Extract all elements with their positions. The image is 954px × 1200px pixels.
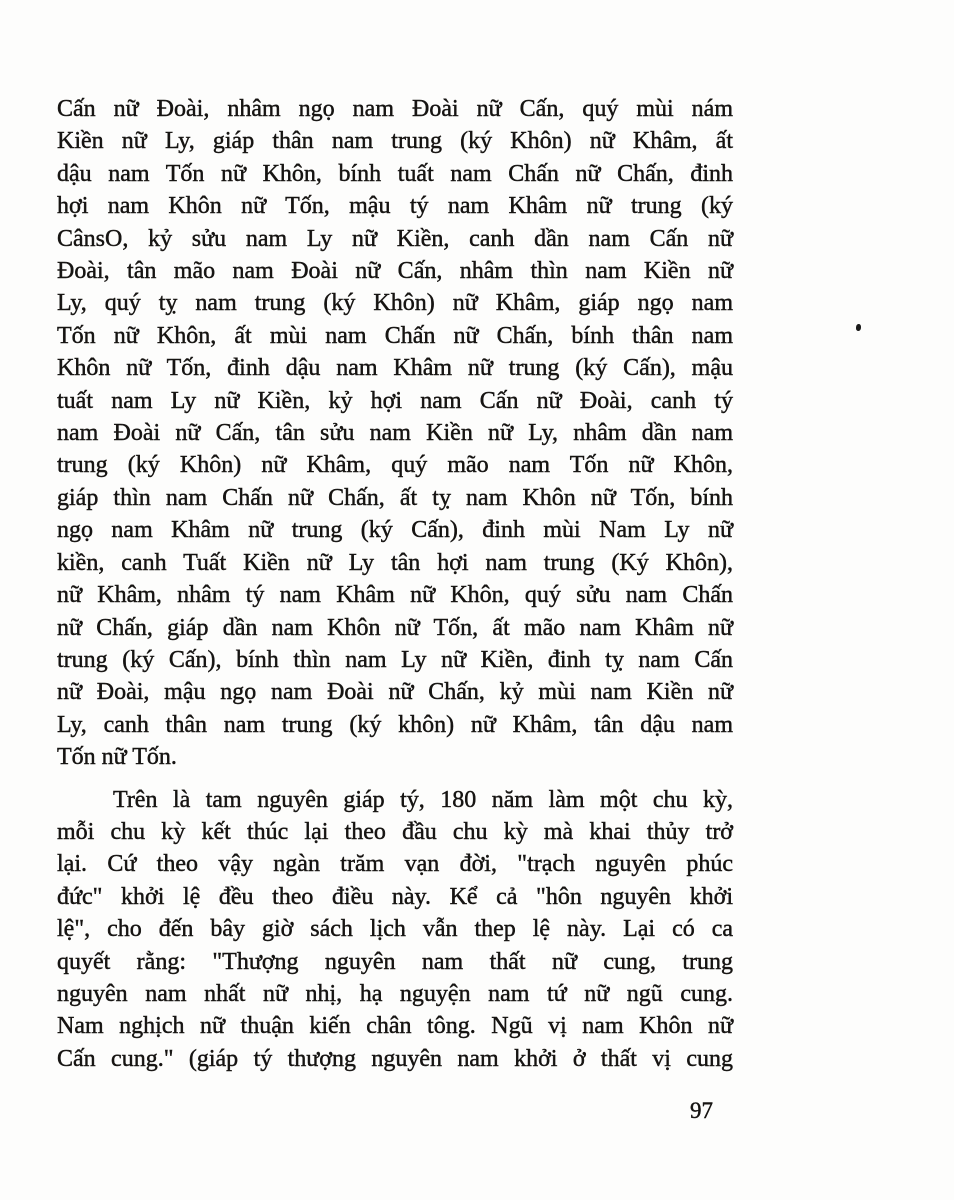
text-line: Trên là tam nguyên giáp tý, 180 năm làm một chu kỳ,	[113, 786, 733, 813]
text-line: hợi nam Khôn nữ Tốn, mậu tý nam Khâm nữ trung (ký	[57, 193, 733, 220]
text-line: Kiền nữ Ly, giáp thân nam trung (ký Khôn) nữ Khâm, ất	[57, 128, 733, 155]
text-line: nguyên nam nhất nữ nhị, hạ nguyện nam tứ nữ ngũ cung.	[57, 980, 733, 1007]
text-line: nữ Khâm, nhâm tý nam Khâm nữ Khôn, quý sửu nam Chấn	[57, 582, 733, 609]
text-line: Ly, quý tỵ nam trung (ký Khôn) nữ Khâm, giáp ngọ nam	[57, 290, 733, 317]
text-line: đức" khởi lệ đều theo điều này. Kể cả "hôn nguyên khởi	[57, 883, 733, 910]
text-line: tuất nam Ly nữ Kiền, kỷ hợi nam Cấn nữ Đoài, canh tý	[57, 387, 733, 414]
page-number: 97	[690, 1098, 713, 1123]
text-line: lệ", cho đến bây giờ sách lịch vẫn thep lệ này. Lại có ca	[57, 916, 733, 943]
paragraph-commentary	[57, 784, 733, 1076]
text-line: Nam nghịch nữ thuận kiến chân tông. Ngũ vị nam Khôn nữ	[57, 1013, 733, 1040]
text-line: CânsO, kỷ sửu nam Ly nữ Kiền, canh dần nam Cấn nữ	[57, 225, 733, 252]
text-line: dậu nam Tốn nữ Khôn, bính tuất nam Chấn nữ Chấn, đinh	[57, 160, 733, 187]
text-line: nam Đoài nữ Cấn, tân sửu nam Kiền nữ Ly, nhâm dần nam	[57, 420, 733, 447]
text-line: Tốn nữ Tốn.	[57, 744, 177, 771]
text-line: lại. Cứ theo vậy ngàn trăm vạn đời, "trạch nguyên phúc	[57, 851, 733, 878]
text-line: giáp thìn nam Chấn nữ Chấn, ất tỵ nam Khôn nữ Tốn, bính	[57, 484, 733, 511]
text-line: kiền, canh Tuất Kiền nữ Ly tân hợi nam trung (Ký Khôn),	[57, 549, 733, 576]
text-line: quyết rằng: "Thượng nguyên nam thất nữ cung, trung	[57, 948, 733, 975]
text-line: ngọ nam Khâm nữ trung (ký Cấn), đinh mùi Nam Ly nữ	[57, 517, 733, 544]
ink-speck	[856, 324, 861, 331]
paragraph-tam-nguyen-cycle	[57, 93, 733, 774]
text-line: trung (ký Cấn), bính thìn nam Ly nữ Kiền, đinh tỵ nam Cấn	[57, 646, 733, 673]
text-line: Cấn cung." (giáp tý thượng nguyên nam khởi ở thất vị cung	[57, 1045, 733, 1072]
text-line: Ly, canh thân nam trung (ký khôn) nữ Khâm, tân dậu nam	[57, 711, 733, 738]
text-line: Cấn nữ Đoài, nhâm ngọ nam Đoài nữ Cấn, quý mùi nám	[57, 96, 733, 122]
text-line: Đoài, tân mão nam Đoài nữ Cấn, nhâm thìn nam Kiền nữ	[57, 258, 733, 285]
text-line: Khôn nữ Tốn, đinh dậu nam Khâm nữ trung (ký Cấn), mậu	[57, 355, 733, 382]
text-line: nữ Chấn, giáp dần nam Khôn nữ Tốn, ất mão nam Khâm nữ	[57, 614, 733, 641]
text-line: nữ Đoài, mậu ngọ nam Đoài nữ Chấn, kỷ mùi nam Kiền nữ	[57, 679, 733, 706]
text-block	[57, 93, 733, 1075]
text-line: Tốn nữ Khôn, ất mùi nam Chấn nữ Chấn, bính thân nam	[57, 322, 733, 349]
text-line: mỗi chu kỳ kết thúc lại theo đầu chu kỳ mà khai thủy trở	[57, 818, 733, 845]
text-line: trung (ký Khôn) nữ Khâm, quý mão nam Tốn nữ Khôn,	[57, 452, 733, 479]
